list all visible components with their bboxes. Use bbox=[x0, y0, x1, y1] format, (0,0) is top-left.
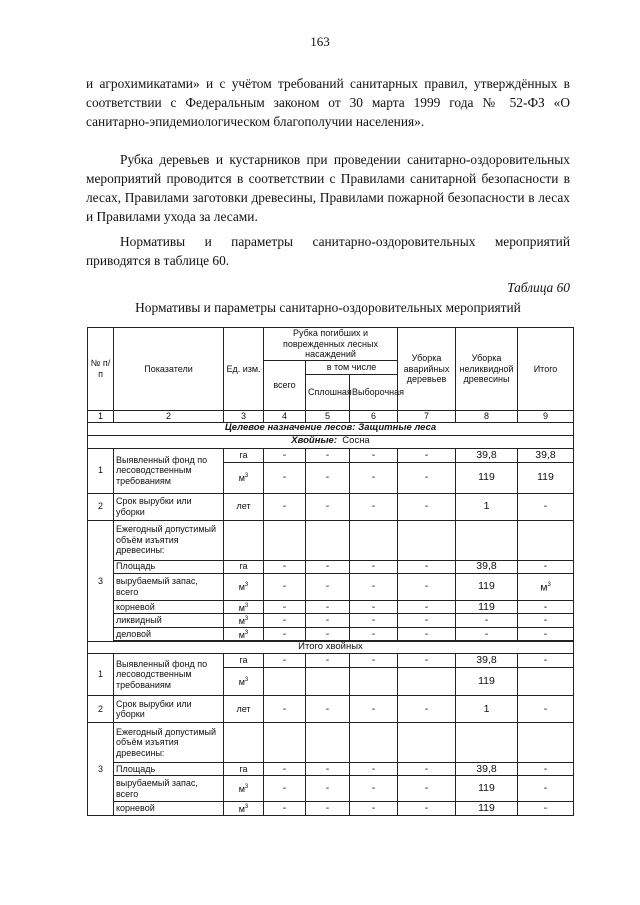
cell-value: - bbox=[350, 600, 398, 614]
cell-value: - bbox=[306, 462, 350, 493]
cell-value: - bbox=[264, 560, 306, 573]
row-indicator: корневой bbox=[114, 802, 224, 816]
unit-text: м bbox=[238, 616, 245, 626]
cell-value: - bbox=[350, 696, 398, 723]
row-unit: $м^3$ bbox=[224, 600, 264, 614]
header-row-1 bbox=[88, 328, 574, 361]
row-number: 3 bbox=[88, 723, 114, 816]
section-row bbox=[88, 422, 574, 435]
col-number: 4 bbox=[264, 410, 306, 422]
column-numbers-row bbox=[88, 410, 574, 422]
cell-value: - bbox=[398, 627, 456, 641]
cell-value: - bbox=[264, 802, 306, 816]
cell-value: 119 bbox=[456, 573, 518, 600]
cell-value: - bbox=[306, 614, 350, 628]
cell-value: - bbox=[306, 493, 350, 520]
cell-value: 39,8 bbox=[456, 448, 518, 462]
cell-value: - bbox=[350, 448, 398, 462]
paragraph-sanitary-rules: и агрохимикатами» и с учётом требований санитарных правил, утверждённых в соответствии с Федеральным законом от 30 марта 1999 года № 52-ФЗ «О санитарно-эпидемиологическом благополучии населения». bbox=[86, 76, 570, 129]
row-indicator: вырубаемый запас, всего bbox=[114, 573, 224, 600]
cell-value: - bbox=[264, 614, 306, 628]
subsection-row bbox=[88, 435, 574, 448]
cell-value: - bbox=[350, 627, 398, 641]
cell-value: 39,8 bbox=[456, 763, 518, 776]
cell-value: - bbox=[398, 802, 456, 816]
row-indicator: вырубаемый запас, всего bbox=[114, 776, 224, 802]
cell-value bbox=[350, 668, 398, 696]
table-row bbox=[88, 573, 574, 600]
col-number: 5 bbox=[306, 410, 350, 422]
cell-value: 119 bbox=[456, 668, 518, 696]
row-indicator: Ежегодный допустимый объём изъятия древесины: bbox=[114, 723, 224, 763]
row-unit: га bbox=[224, 560, 264, 573]
row-unit: лет bbox=[224, 493, 264, 520]
cell-value: 39,8 bbox=[518, 448, 574, 462]
table-row bbox=[88, 560, 574, 573]
table-label: Таблица 60 bbox=[507, 280, 570, 295]
cell-value: - bbox=[264, 654, 306, 668]
unit-text: м bbox=[238, 804, 245, 814]
cell-value: - bbox=[518, 600, 574, 614]
unit-text: м bbox=[238, 582, 245, 593]
unit-text: м bbox=[238, 784, 245, 795]
cell-value: - bbox=[306, 763, 350, 776]
cell-value: - bbox=[350, 802, 398, 816]
row-unit: $м^3$ bbox=[224, 573, 264, 600]
table-row bbox=[88, 654, 574, 668]
header-emergency-trees: Уборка аварийных деревьев bbox=[398, 328, 456, 411]
cell-value: - bbox=[350, 654, 398, 668]
header-total-felling: всего bbox=[264, 360, 306, 410]
cell-value: - bbox=[264, 573, 306, 600]
cell-value: - bbox=[350, 776, 398, 802]
cell-value: - bbox=[518, 614, 574, 628]
table-row bbox=[88, 600, 574, 614]
section-title: Целевое назначение лесов: Защитные леса bbox=[88, 422, 574, 435]
cell-value: - bbox=[518, 493, 574, 520]
cell-value: - bbox=[350, 573, 398, 600]
row-indicator: Срок вырубки или уборки bbox=[114, 696, 224, 723]
col-number: 9 bbox=[518, 410, 574, 422]
col-number: 6 bbox=[350, 410, 398, 422]
cell-value: 119 bbox=[456, 462, 518, 493]
row-number: 1 bbox=[88, 448, 114, 493]
cell-value: - bbox=[264, 696, 306, 723]
table-row bbox=[88, 493, 574, 520]
sanitary-norms-table bbox=[87, 327, 574, 816]
unit-text: м bbox=[238, 629, 245, 640]
total-section-row bbox=[88, 642, 574, 654]
unit-text: м bbox=[540, 581, 548, 594]
table-title: Нормативы и параметры санитарно-оздоровительных мероприятий bbox=[135, 300, 521, 315]
row-number: 1 bbox=[88, 654, 114, 696]
subsection-label: Хвойные: bbox=[291, 435, 338, 447]
cell-value: - bbox=[306, 573, 350, 600]
cell-value: - bbox=[398, 600, 456, 614]
cell-value: - bbox=[264, 493, 306, 520]
row-number: 2 bbox=[88, 696, 114, 723]
cell-value: 39,8 bbox=[456, 654, 518, 668]
header-indicator: Показатели bbox=[114, 328, 224, 411]
table-row bbox=[88, 802, 574, 816]
cell-value: - bbox=[398, 776, 456, 802]
header-selective-felling: Выборочная bbox=[350, 374, 398, 410]
cell-value: - bbox=[306, 448, 350, 462]
cell-value: - bbox=[518, 627, 574, 641]
row-number: 3 bbox=[88, 520, 114, 642]
cell-value: - bbox=[350, 763, 398, 776]
cell-value bbox=[518, 668, 574, 696]
unit-text: м bbox=[238, 602, 245, 613]
col-number: 1 bbox=[88, 410, 114, 422]
row-unit: га bbox=[224, 448, 264, 462]
cell-value: - bbox=[518, 654, 574, 668]
cell-value: - bbox=[518, 776, 574, 802]
row-indicator: деловой bbox=[114, 627, 224, 641]
cell-value bbox=[306, 668, 350, 696]
cell-value: - bbox=[398, 573, 456, 600]
row-indicator: Выявленный фонд по лесоводственным требованиям bbox=[114, 654, 224, 696]
unit-text: м bbox=[238, 473, 245, 484]
table-row bbox=[88, 723, 574, 763]
cell-value: 1 bbox=[456, 696, 518, 723]
header-itogo: Итого bbox=[518, 328, 574, 411]
paragraph-table-reference: Нормативы и параметры санитарно-оздоровительных мероприятий приводятся в таблице 60. bbox=[86, 234, 570, 268]
cell-value: - bbox=[518, 560, 574, 573]
row-unit: га bbox=[224, 654, 264, 668]
cell-value: - bbox=[264, 462, 306, 493]
row-unit: $м^3$ bbox=[224, 462, 264, 493]
row-unit: $м^3$ bbox=[224, 802, 264, 816]
row-number: 2 bbox=[88, 493, 114, 520]
row-indicator: Площадь bbox=[114, 763, 224, 776]
cell-value: - bbox=[518, 802, 574, 816]
cell-value: - bbox=[398, 493, 456, 520]
table-row bbox=[88, 520, 574, 560]
row-indicator: Ежегодный допустимый объём изъятия древесины: bbox=[114, 520, 224, 560]
paragraph-felling-rules: Рубка деревьев и кустарников при проведении санитарно-оздоровительных мероприятий проводится в соответствии с Правилами санитарной безопасности в лесах, Правилами заготовки древесины, Правилами пожарной безопасности в лесах и Правилами ухода за лесами. bbox=[86, 152, 570, 224]
cell-value: 119 bbox=[456, 802, 518, 816]
cell-value: - bbox=[306, 600, 350, 614]
row-unit: га bbox=[224, 763, 264, 776]
header-num: № п/п bbox=[88, 328, 114, 411]
cell-value: 1 bbox=[456, 493, 518, 520]
cell-value bbox=[264, 668, 306, 696]
row-indicator: Срок вырубки или уборки bbox=[114, 493, 224, 520]
row-unit: $м^3$ bbox=[224, 668, 264, 696]
table-row bbox=[88, 696, 574, 723]
page-number: 163 bbox=[310, 34, 330, 49]
table-row bbox=[88, 776, 574, 802]
cell-value: 119 bbox=[456, 776, 518, 802]
cell-value: - bbox=[398, 614, 456, 628]
cell-value: $м^3$ bbox=[518, 573, 574, 600]
row-unit: $м^3$ bbox=[224, 614, 264, 628]
col-number: 3 bbox=[224, 410, 264, 422]
header-clear-felling: Сплошная bbox=[306, 374, 350, 410]
cell-value: - bbox=[264, 763, 306, 776]
col-number: 2 bbox=[114, 410, 224, 422]
cell-value: - bbox=[398, 696, 456, 723]
cell-value: - bbox=[264, 600, 306, 614]
cell-value: - bbox=[398, 462, 456, 493]
cell-value: - bbox=[456, 627, 518, 641]
header-felling-group: Рубка погибших и поврежденных лесных насаждений bbox=[264, 328, 398, 361]
table-row bbox=[88, 448, 574, 462]
table-row bbox=[88, 614, 574, 628]
cell-value: - bbox=[398, 560, 456, 573]
cell-value: 119 bbox=[518, 462, 574, 493]
row-indicator: Выявленный фонд по лесоводственным требованиям bbox=[114, 448, 224, 493]
cell-value: - bbox=[306, 627, 350, 641]
cell-value: - bbox=[306, 802, 350, 816]
unit-text: м bbox=[238, 677, 245, 688]
header-unit: Ед. изм. bbox=[224, 328, 264, 411]
cell-value: - bbox=[264, 627, 306, 641]
subsection-species: Сосна bbox=[342, 435, 370, 447]
cell-value: - bbox=[306, 696, 350, 723]
row-unit: $м^3$ bbox=[224, 627, 264, 641]
cell-value: - bbox=[306, 560, 350, 573]
cell-value: - bbox=[350, 493, 398, 520]
cell-value: - bbox=[518, 763, 574, 776]
header-illiquid-wood: Уборка неликвидной древесины bbox=[456, 328, 518, 411]
table-row bbox=[88, 763, 574, 776]
cell-value: - bbox=[306, 654, 350, 668]
cell-value: - bbox=[398, 654, 456, 668]
cell-value: - bbox=[350, 560, 398, 573]
col-number: 8 bbox=[456, 410, 518, 422]
cell-value: - bbox=[264, 776, 306, 802]
cell-value: 39,8 bbox=[456, 560, 518, 573]
cell-value bbox=[398, 668, 456, 696]
row-unit: лет bbox=[224, 696, 264, 723]
cell-value: - bbox=[456, 614, 518, 628]
total-title: Итого хвойных bbox=[88, 642, 574, 654]
cell-value: - bbox=[264, 448, 306, 462]
cell-value: - bbox=[306, 776, 350, 802]
cell-value: - bbox=[350, 462, 398, 493]
subsection-title bbox=[88, 435, 574, 448]
row-indicator: ликвидный bbox=[114, 614, 224, 628]
cell-value: - bbox=[518, 696, 574, 723]
col-number: 7 bbox=[398, 410, 456, 422]
row-unit: $м^3$ bbox=[224, 776, 264, 802]
cell-value: - bbox=[398, 763, 456, 776]
row-indicator: корневой bbox=[114, 600, 224, 614]
table-row bbox=[88, 627, 574, 641]
header-including: в том числе bbox=[306, 360, 398, 374]
cell-value: - bbox=[398, 448, 456, 462]
cell-value: 119 bbox=[456, 600, 518, 614]
row-indicator: Площадь bbox=[114, 560, 224, 573]
cell-value: - bbox=[350, 614, 398, 628]
